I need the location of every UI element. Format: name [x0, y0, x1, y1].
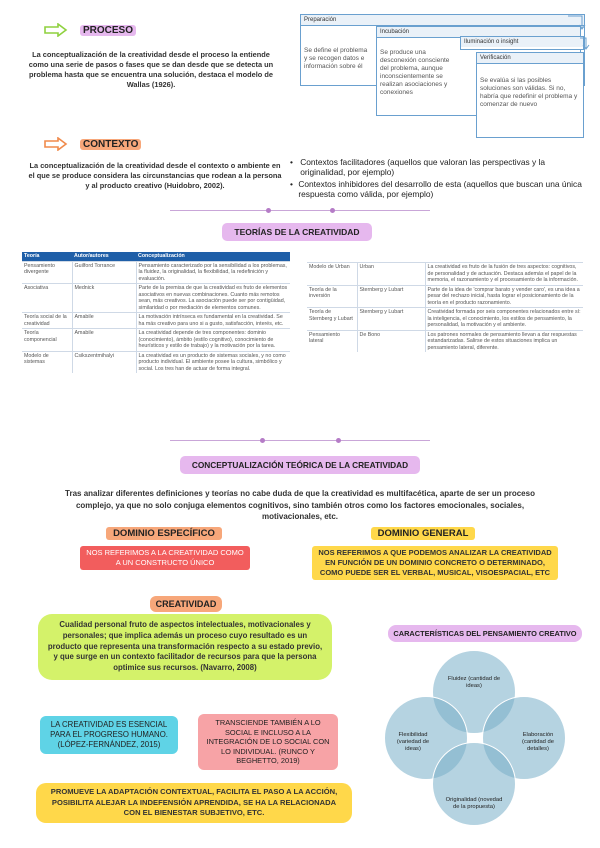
- proceso-title: PROCESO: [80, 25, 136, 36]
- conceptualizacion-text: Tras analizar diferentes definiciones y teorías no cabe duda de que la creatividad es multifacética, aparte de ser un proceso complejo, ya que no solo conjuga elementos cognitivos, sino también otros como los factores emocionales, sociales, motivacionales, etc.: [65, 489, 535, 521]
- th-concepto: Conceptualización: [136, 252, 290, 261]
- creatividad-pink-box: TRANSCIENDE TAMBIÉN A LO SOCIAL E INCLUSO A LA INTEGRACIÓN DE LO SOCIAL CON LO INDIVIDUAL. (RUNCO Y BEGHETTO, 2019): [198, 714, 338, 770]
- arrow-icon: [44, 23, 68, 37]
- caracteristicas-title: CARACTERÍSTICAS DEL PENSAMIENTO CREATIVO: [388, 625, 582, 642]
- preparacion-text: Se define el problema y se recogen datos e información sobre él: [304, 47, 368, 70]
- creatividad-yellow-box: PROMUEVE LA ADAPTACIÓN CONTEXTUAL, FACILITA EL PASO A LA ACCIÓN, POSIBILITA ALEJAR LA INDEFENSIÓN APRENDIDA, SE HA LA RELACIONADA CON EL BIENESTAR SUBJETIVO, ETC.: [36, 783, 352, 823]
- th-teoria: Teoría: [22, 252, 72, 261]
- table-row: Asociativa Mednick Parte de la premisa de que la creatividad es fruto de elementos asociativos en nuevas combinaciones. Cuanto más remotos sean, más creativos. La asociación puede ser por contigüidad, similaridad o por mediación de elementos comunes.: [22, 284, 290, 313]
- arrow-icon: [44, 137, 68, 151]
- table-row: Modelo de Urban Urban La creatividad es fruto de la fusión de tres aspectos: cognitivos, de personalidad y de actuación. Destaca además el papel de la memoria, el razonamiento y el procesamiento de la información.: [307, 263, 583, 286]
- incubacion-title: Incubación: [377, 27, 580, 38]
- table-row: Pensamiento divergente Guilford Torrance Pensamiento caracterizado por la sensibilidad a los problemas, la fluidez, la originalidad, la flexibilidad, la redefinición y evaluación.: [22, 261, 290, 284]
- creatividad-cyan-box: LA CREATIVIDAD ES ESENCIAL PARA EL PROGRESO HUMANO. (LÓPEZ-FERNÁNDEZ, 2015): [40, 716, 178, 754]
- table-row: Pensamiento lateral De Bono Los patrones normales de pensamiento llevan a dar respuestas estandarizadas. Salirse de estos situaciones implica un pensamiento lateral, diferente.: [307, 330, 583, 352]
- table-row: Teoría componencial Amabile La creatividad depende de tres componentes: dominio (conocimiento), ámbito (estilo cognitivo), conocimiento de heurísticos y estilo de trabajo) y la motivación por la tarea.: [22, 329, 290, 352]
- bullet-inhibidores: • Contextos inhibidores del desarrollo de esta (aquellos que buscan una única respuesta como válida, por ejemplo): [290, 179, 582, 199]
- dominio-general-text: NOS REFERIMOS A QUE PODEMOS ANALIZAR LA CREATIVIDAD EN FUNCIÓN DE UN DOMINIO CONCRETO O DETERMINADO, COMO PUEDE SER EL VERBAL, MUSICAL, VISOESPACIAL, ETC: [312, 546, 558, 580]
- preparacion-title: Preparación: [301, 15, 584, 26]
- th-autor: Autor/autores: [72, 252, 136, 261]
- fluidez-label: Fluidez (cantidad de ideas): [447, 676, 501, 689]
- iluminacion-title: Iluminación o insight: [461, 37, 583, 47]
- originalidad-label: Originalidad (novedad de la propuesta): [445, 797, 503, 810]
- divider-dot: [336, 438, 341, 443]
- table-row: Modelo de sistemas Csikszentmihalyi La creatividad es un producto de sistemas sociales, y no como producto individual. El ambiente posee la cultura, simbólico y social. Los tres han de actuar de forma integral.: [22, 351, 290, 373]
- teorias-table-right: [307, 262, 583, 352]
- table-row: Teoría de la inversión Sternberg y Lubart Parte de la idea de 'comprar barato y vender caro', es una idea a pesar del rechazo inicial, hasta lograr el posicionamiento de la teoría en el producto razonamiento.: [307, 285, 583, 308]
- creatividad-definicion: Cualidad personal fruto de aspectos intelectuales, motivacionales y personales; que implica además un proceso cuyo resultado es un producto que representa una transformación respecto a su estado previo, y que surge en un contexto facilitador de recursos para que la persona optimice sus recursos. (Navarro, 2008): [38, 614, 332, 680]
- teorias-table-left: [22, 252, 290, 373]
- divider-dot: [266, 208, 271, 213]
- divider-dot: [260, 438, 265, 443]
- table-row: Teoría de Sternberg y Lubart Sternberg y Lubart Creatividad formada por seis componentes relacionados entre sí: la inteligencia, el conocimiento, los estilos de pensamiento, la personalidad, la motivación y el ambiente.: [307, 308, 583, 331]
- divider: [170, 210, 430, 211]
- verificacion-title: Verificación: [477, 53, 583, 64]
- conceptualizacion-title: CONCEPTUALIZACIÓN TEÓRICA DE LA CREATIVIDAD: [180, 456, 420, 474]
- dominio-especifico-text: NOS REFERIMOS A LA CREATIVIDAD COMO A UN CONSTRUCTO ÚNICO: [80, 546, 250, 570]
- dominio-especifico-title: DOMINIO ESPECÍFICO: [106, 527, 222, 540]
- elaboracion-label: Elaboración (cantidad de detalles): [522, 732, 554, 752]
- step-arrows: [560, 8, 590, 68]
- bullet-facilitadores: • Contextos facilitadores (aquellos que valoran las perspectivas y la originalidad, por ejemplo): [290, 157, 546, 177]
- contexto-bullets: [290, 157, 590, 199]
- contexto-text: La conceptualización de la creatividad desde el contexto o ambiente en el que se produce considera las circunstancias que rodean a la persona y al producto creativo (Huidobro, 2002).: [28, 161, 282, 190]
- verificacion-text: Se evalúa si las posibles soluciones son válidas. Si no, habría que redefinir el problema y comenzar de nuevo: [480, 77, 578, 108]
- contexto-title: CONTEXTO: [80, 139, 141, 150]
- divider-dot: [330, 208, 335, 213]
- incubacion-text: Se produce una desconexión consciente del problema, aunque inconscientemente se realizan asociaciones y conexiones: [380, 49, 450, 96]
- creatividad-title: CREATIVIDAD: [150, 596, 222, 612]
- teorias-title: TEORÍAS DE LA CREATIVIDAD: [222, 223, 372, 241]
- proceso-text: La conceptualización de la creatividad desde el proceso la entiende como una serie de pasos o fases que se dan desde que se detecta un problema hasta que se encuentra una solución, destaca el modelo de Wallas (1926).: [28, 50, 274, 89]
- venn-originalidad: [432, 742, 516, 826]
- dominio-general-title: DOMINIO GENERAL: [371, 527, 475, 540]
- table-row: Teoría social de la creatividad Amabile La motivación intrínseca es fundamental en la creatividad. Se ha más creativo para uno si a gusto, satisfacción, interés, etc.: [22, 313, 290, 329]
- divider: [170, 440, 430, 441]
- flexibilidad-label: Flexibilidad (variedad de ideas): [396, 732, 430, 752]
